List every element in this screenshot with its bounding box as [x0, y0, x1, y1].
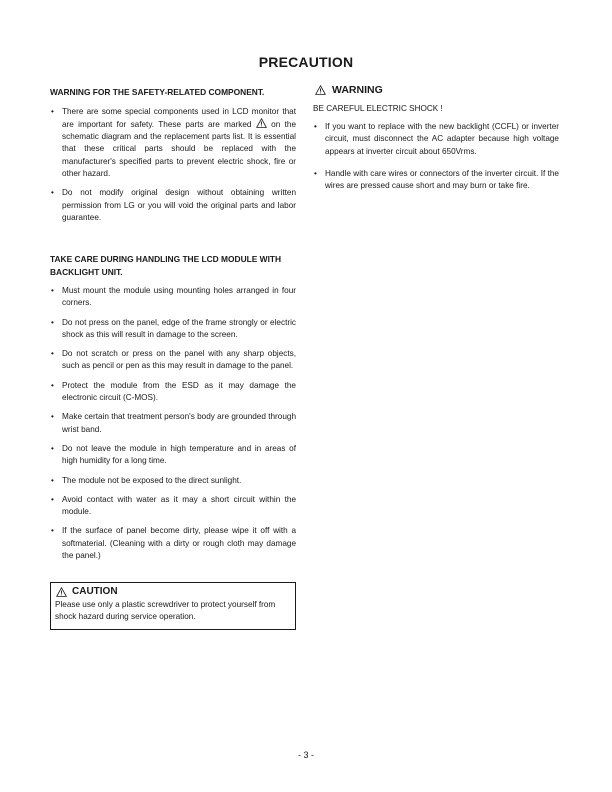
handling-list — [50, 285, 296, 562]
list-item: • If the surface of panel become dirty, please wipe it off with a softmaterial. (Cleaning with a dirty or rough cloth may damage the panel.) — [51, 526, 296, 561]
bullet: • — [51, 526, 54, 536]
list-item: • Do not scratch or press on the panel with any sharp objects, such as pencil or pen as this may result in damage to the panel. — [51, 349, 296, 371]
list-item: • If you want to replace with the new backlight (CCFL) or inverter circuit, must disconnect the AC adapter because high voltage appears at inverter circuit about 650Vrms. — [314, 122, 559, 156]
warning-heading: WARNING — [332, 84, 383, 96]
list-item: • Do not leave the module in high temperature and in areas of high humidity for a long time. — [51, 443, 296, 466]
bullet: • — [51, 188, 54, 198]
list-item: • Protect the module from the ESD as it may damage the electronic circuit (C-MOS). — [51, 380, 296, 403]
bullet: • — [51, 349, 54, 359]
warning-triangle-icon — [56, 587, 67, 597]
caution-text: Please use only a plastic screwdriver to protect yourself from shock hazard during service operation. — [55, 600, 276, 622]
bullet: • — [51, 380, 54, 390]
bullet: • — [51, 286, 54, 295]
warning-triangle-icon — [315, 85, 326, 95]
list-item: • Handle with care wires or connectors of the inverter circuit. If the wires are pressed cause short and may burn or take fire. — [314, 168, 559, 191]
bullet: • — [314, 168, 317, 178]
list-item: • Make certain that treatment person's body are grounded through wrist band. — [51, 412, 296, 434]
bullet: • — [51, 317, 54, 327]
warning-triangle-icon — [256, 118, 267, 128]
safety-list — [50, 106, 296, 225]
list-item: • Do not press on the panel, edge of the frame strongly or electric shock as this will result in damage to the screen. — [51, 317, 296, 339]
bullet: • — [51, 106, 54, 116]
safety-section — [50, 86, 296, 231]
bullet: • — [51, 475, 54, 485]
caution-box — [50, 582, 296, 630]
handling-heading: TAKE CARE DURING HANDLING THE LCD MODULE WITH BACKLIGHT UNIT. — [50, 254, 282, 277]
list-item: • There are some special components used in LCD monitor that are important for safety. These parts are marked on the schematic diagram and the replacement parts list. It is essential that these critical parts should be replaced with the manufacturer's specified parts to prevent electric shock, fire or other hazard. — [51, 106, 296, 178]
bullet: • — [51, 494, 54, 504]
list-item: • Do not modify original design without obtaining written permission from LG or you will void the original parts and labor guarantee. — [51, 188, 296, 222]
bullet: • — [314, 122, 317, 131]
bullet: • — [51, 412, 54, 422]
page-number: - 3 - — [297, 750, 314, 760]
list-item: • Avoid contact with water as it may a short circuit within the module. — [51, 494, 296, 517]
handling-section — [50, 253, 296, 569]
caution-header — [56, 586, 291, 597]
page-title: PRECAUTION — [258, 54, 354, 70]
caution-heading: CAUTION — [72, 586, 118, 597]
list-item: • Must mount the module using mounting holes arranged in four corners. — [51, 286, 296, 308]
safety-heading: WARNING FOR THE SAFETY-RELATED COMPONENT. — [50, 87, 265, 97]
warning-subheading: BE CAREFUL ELECTRIC SHOCK ! — [313, 104, 443, 113]
warning-header — [315, 84, 559, 96]
bullet: • — [51, 443, 54, 453]
list-item: • The module not be exposed to the direct sunlight. — [50, 475, 296, 487]
warning-section — [313, 84, 559, 202]
warning-list — [313, 121, 559, 192]
